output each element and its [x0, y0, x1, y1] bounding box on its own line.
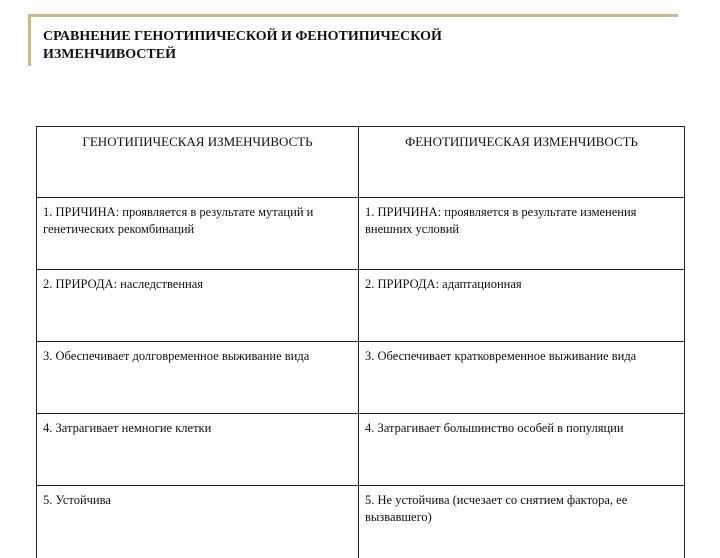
cell-genotypic-stability: 5. Устойчива — [37, 486, 359, 558]
cell-phenotypic-scope: 4. Затрагивает большинство особей в популяции — [359, 414, 685, 486]
slide-title-line-2: ИЗМЕНЧИВОСТЕЙ — [43, 46, 643, 64]
table-row — [37, 270, 685, 342]
table-row — [37, 342, 685, 414]
cell-genotypic-nature: 2. ПРИРОДА: наследственная — [37, 270, 359, 342]
header-genotypic: ГЕНОТИПИЧЕСКАЯ ИЗМЕНЧИВОСТЬ — [37, 127, 359, 198]
comparison-table — [36, 126, 685, 558]
cell-phenotypic-survival: 3. Обеспечивает кратковременное выживание вида — [359, 342, 685, 414]
cell-genotypic-cause: 1. ПРИЧИНА: проявляется в результате мутаций и генетических рекомбинаций — [37, 198, 359, 270]
cell-phenotypic-cause: 1. ПРИЧИНА: проявляется в результате изменения внешних условий — [359, 198, 685, 270]
header-phenotypic: ФЕНОТИПИЧЕСКАЯ ИЗМЕНЧИВОСТЬ — [359, 127, 685, 198]
slide-title — [43, 28, 643, 64]
table-row — [37, 198, 685, 270]
table-header-row — [37, 127, 685, 198]
frame-left-border — [28, 14, 31, 66]
table-row — [37, 486, 685, 558]
cell-genotypic-scope: 4. Затрагивает немногие клетки — [37, 414, 359, 486]
frame-top-border — [28, 14, 678, 17]
slide-title-line-1: СРАВНЕНИЕ ГЕНОТИПИЧЕСКОЙ И ФЕНОТИПИЧЕСКОЙ — [43, 28, 643, 46]
cell-phenotypic-stability: 5. Не устойчива (исчезает со снятием фактора, ее вызвавшего) — [359, 486, 685, 558]
cell-phenotypic-nature: 2. ПРИРОДА: адаптационная — [359, 270, 685, 342]
table-row — [37, 414, 685, 486]
cell-genotypic-survival: 3. Обеспечивает долговременное выживание вида — [37, 342, 359, 414]
